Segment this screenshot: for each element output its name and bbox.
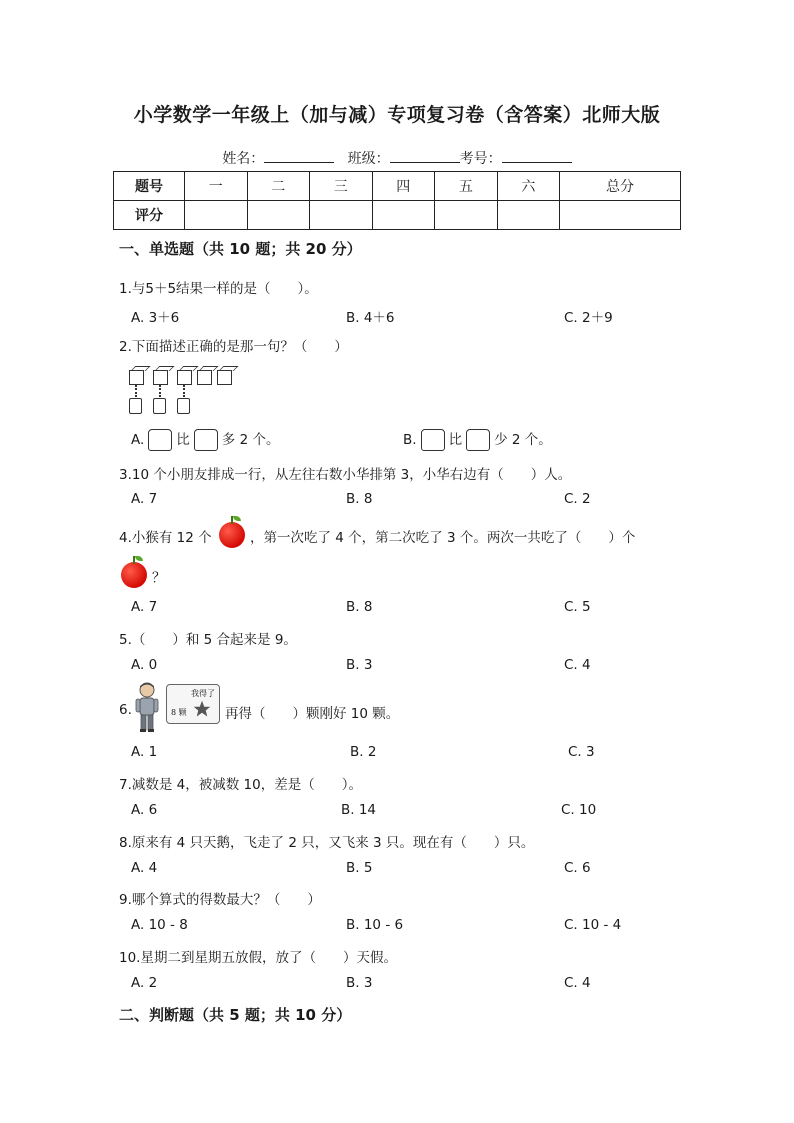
q3-option-b[interactable]: B. 8 (346, 491, 373, 507)
name-label: 姓名： (222, 151, 265, 167)
sign-top-text: 我得了 (191, 689, 215, 698)
q7-option-a[interactable]: A. 6 (131, 802, 158, 818)
score-cell[interactable] (435, 201, 498, 230)
q3-option-a[interactable]: A. 7 (131, 491, 158, 507)
score-table (113, 171, 681, 230)
cube-icon (197, 370, 212, 385)
score-col-5: 五 (435, 172, 498, 201)
cylinder-icon (153, 398, 166, 414)
score-cell[interactable] (310, 201, 373, 230)
number-blank[interactable] (502, 148, 572, 163)
q5-option-b[interactable]: B. 3 (346, 657, 373, 673)
score-cell[interactable] (372, 201, 435, 230)
question-7-stem: 7.减数是 4，被减数 10，差是（ ）。 (119, 777, 362, 793)
q2-option-a[interactable] (131, 428, 279, 451)
question-4-stem-end: ？ (152, 570, 166, 586)
cylinder-icon (148, 429, 172, 451)
score-col-4: 四 (372, 172, 435, 201)
dotted-connector (159, 385, 161, 397)
sign-bottom-text: 8 颗 (171, 708, 187, 717)
score-col-3: 三 (310, 172, 373, 201)
q8-option-a[interactable]: A. 4 (131, 860, 158, 876)
section-1-title: 一、单选题（共 10 题；共 20 分） (119, 240, 362, 258)
q4-option-c[interactable]: C. 5 (564, 599, 591, 615)
q5-option-c[interactable]: C. 4 (564, 657, 591, 673)
apple-icon (121, 562, 147, 588)
question-5-stem: 5.（ ）和 5 合起来是 9。 (119, 632, 297, 648)
score-cell[interactable] (247, 201, 310, 230)
question-6-stem: 再得（ ）颗刚好 10 颗。 (225, 706, 400, 722)
q2-option-b-letter: B. (403, 432, 417, 448)
q10-option-a[interactable]: A. 2 (131, 975, 158, 991)
q6-option-b[interactable]: B. 2 (350, 744, 377, 760)
question-2-stem: 2.下面描述正确的是那一句？（ ） (119, 339, 348, 355)
class-blank[interactable] (390, 148, 460, 163)
speech-sign (166, 684, 220, 724)
q5-option-a[interactable]: A. 0 (131, 657, 158, 673)
q2-option-a-compare: 比 (176, 432, 190, 448)
q1-option-a[interactable]: A. 3＋6 (131, 310, 180, 326)
score-col-1: 一 (185, 172, 248, 201)
score-table-score-row (114, 201, 681, 230)
q4-option-b[interactable]: B. 8 (346, 599, 373, 615)
number-label: 考号： (459, 151, 502, 167)
q2-option-a-text: 多 2 个。 (221, 432, 280, 448)
boy-illustration (131, 681, 163, 733)
q7-option-c[interactable]: C. 10 (561, 802, 597, 818)
question-8-stem: 8.原来有 4 只天鹅，飞走了 2 只，又飞来 3 只。现在有（ ）只。 (119, 835, 535, 851)
q2-option-b[interactable] (403, 428, 552, 451)
q4-option-a[interactable]: A. 7 (131, 599, 158, 615)
class-label: 班级： (347, 151, 390, 167)
score-col-2: 二 (247, 172, 310, 201)
score-table-header-row (114, 172, 681, 201)
score-header-label: 题号 (114, 172, 185, 201)
cylinder-icon (129, 398, 142, 414)
cube-icon (177, 370, 192, 385)
score-row-label: 评分 (114, 201, 185, 230)
cylinder-icon (466, 429, 490, 451)
question-1-stem: 1.与5＋5结果一样的是（ ）。 (119, 281, 318, 297)
name-blank[interactable] (264, 148, 334, 163)
cube-icon (217, 370, 232, 385)
q8-option-c[interactable]: C. 6 (564, 860, 591, 876)
q1-option-b[interactable]: B. 4＋6 (346, 310, 395, 326)
score-cell[interactable] (560, 201, 681, 230)
q3-option-c[interactable]: C. 2 (564, 491, 591, 507)
question-4-stem-continued: ，第一次吃了 4 个，第二次吃了 3 个。两次一共吃了（ ）个 (250, 530, 636, 546)
cylinder-icon (194, 429, 218, 451)
question-6-number: 6. (119, 702, 132, 718)
q10-option-c[interactable]: C. 4 (564, 975, 591, 991)
dotted-connector (135, 385, 137, 397)
apple-icon (219, 522, 245, 548)
cube-icon (129, 370, 144, 385)
score-cell[interactable] (185, 201, 248, 230)
score-cell[interactable] (497, 201, 560, 230)
q8-option-b[interactable]: B. 5 (346, 860, 373, 876)
q9-option-a[interactable]: A. 10 - 8 (131, 917, 188, 933)
question-9-stem: 9.哪个算式的得数最大？（ ） (119, 892, 321, 908)
cubes-and-cylinders-figure (127, 365, 242, 415)
q9-option-b[interactable]: B. 10 - 6 (346, 917, 404, 933)
cylinder-icon (177, 398, 190, 414)
cube-icon (153, 370, 168, 385)
dotted-connector (183, 385, 185, 397)
q1-option-c[interactable]: C. 2＋9 (564, 310, 613, 326)
q6-option-a[interactable]: A. 1 (131, 744, 158, 760)
q7-option-b[interactable]: B. 14 (341, 802, 377, 818)
q6-option-c[interactable]: C. 3 (568, 744, 595, 760)
question-3-stem: 3.10 个小朋友排成一行，从左往右数小华排第 3，小华右边有（ ）人。 (119, 467, 572, 483)
q2-option-b-text: 少 2 个。 (494, 432, 552, 448)
q9-option-c[interactable]: C. 10 - 4 (564, 917, 622, 933)
question-4-stem: 4.小猴有 12 个 (119, 530, 212, 546)
q10-option-b[interactable]: B. 3 (346, 975, 373, 991)
q2-option-b-compare: 比 (448, 432, 463, 448)
score-col-total: 总分 (560, 172, 681, 201)
section-2-title: 二、判断题（共 5 题；共 10 分） (119, 1006, 352, 1024)
cylinder-icon (421, 429, 445, 451)
page-title: 小学数学一年级上（加与减）专项复习卷（含答案）北师大版 (133, 104, 661, 126)
question-10-stem: 10.星期二到星期五放假，放了（ ）天假。 (119, 950, 397, 966)
score-col-6: 六 (497, 172, 560, 201)
student-info-line (0, 148, 794, 168)
q2-option-a-letter: A. (131, 432, 145, 448)
star-icon (193, 700, 211, 718)
